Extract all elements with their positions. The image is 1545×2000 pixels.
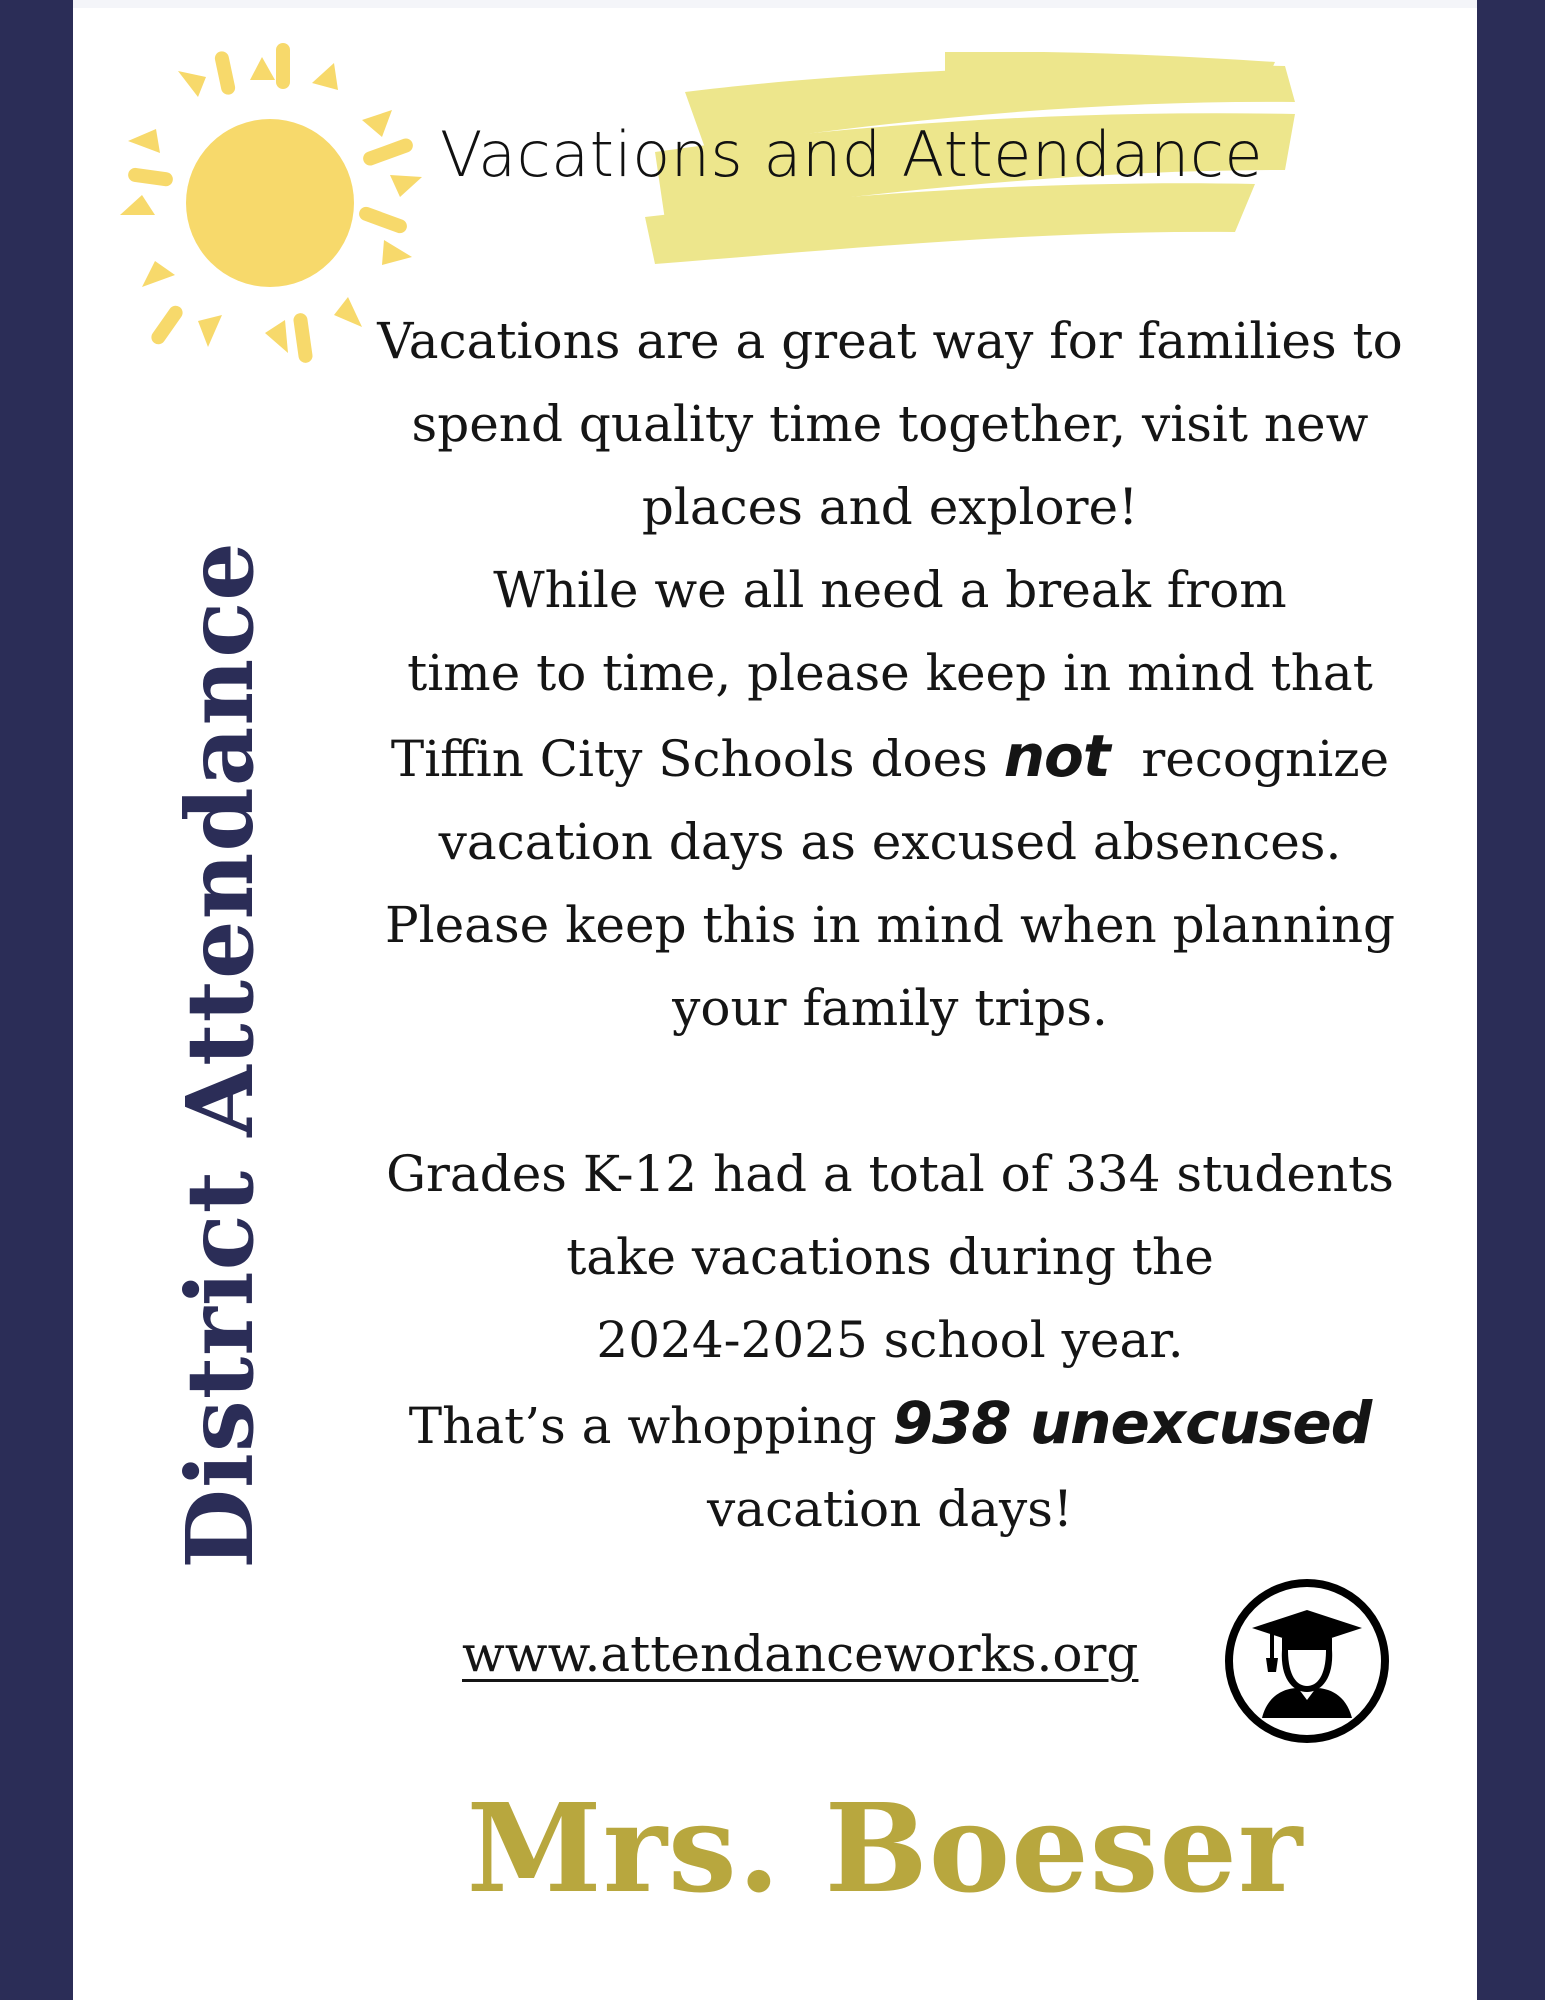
text-line: vacation days as excused absences. <box>438 813 1342 871</box>
text-fragment: Tiffin City Schools does <box>390 730 1004 788</box>
text-line: 2024-2025 school year. <box>596 1311 1184 1369</box>
text-line: Please keep this in mind when planning <box>384 896 1396 954</box>
attendanceworks-link[interactable]: www.attendanceworks.org <box>462 1625 1139 1683</box>
text-line: Vacations are a great way for families to <box>377 312 1403 370</box>
text-line: vacation days! <box>707 1480 1073 1538</box>
text-line: time to time, please keep in mind that <box>407 644 1373 702</box>
text-line: While we all need a break from <box>493 561 1287 619</box>
graduate-icon <box>1222 1576 1392 1746</box>
text-fragment: That’s a whopping <box>408 1397 893 1455</box>
text-line-whopping <box>345 1382 1435 1468</box>
text-fragment: recognize <box>1109 730 1390 788</box>
vertical-title-area <box>160 440 280 1670</box>
text-line: places and explore! <box>641 478 1139 536</box>
page-heading: Vacations and Attendance <box>440 118 1264 191</box>
text-line: take vacations during the <box>566 1228 1214 1286</box>
text-line: spend quality time together, visit new <box>411 395 1369 453</box>
text-line: Grades K-12 had a total of 334 students <box>386 1145 1394 1203</box>
vertical-title: District Attendance <box>166 541 274 1569</box>
emphasis-not: not <box>1003 722 1110 790</box>
text-line: your family trips. <box>672 979 1108 1037</box>
body-text <box>345 300 1435 1551</box>
text-line-not <box>345 715 1435 801</box>
spacer <box>345 1050 1435 1133</box>
emphasis-938-unexcused: 938 unexcused <box>892 1389 1372 1457</box>
top-strip <box>73 0 1477 8</box>
signature: Mrs. Boeser <box>466 1776 1304 1920</box>
